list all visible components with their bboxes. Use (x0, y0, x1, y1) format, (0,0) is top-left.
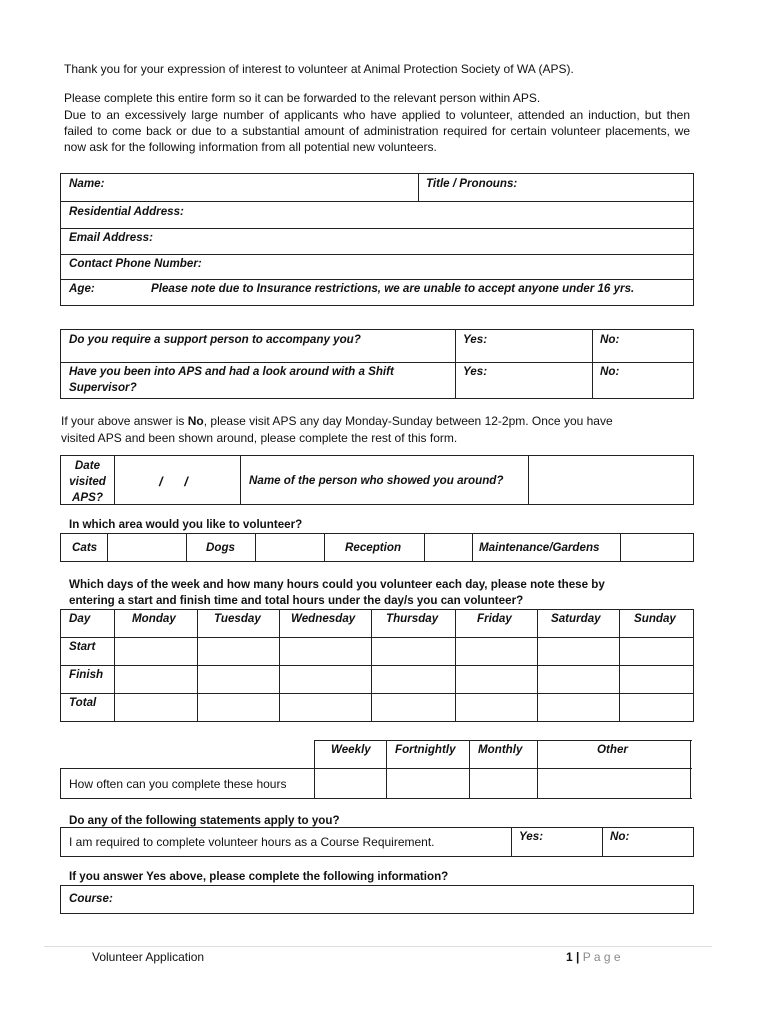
area-dogs-label: Dogs (206, 541, 235, 554)
freq-other-field[interactable] (538, 769, 690, 798)
friday-start-cell[interactable] (456, 638, 537, 665)
footer-page: 1 | P a g e (566, 950, 621, 964)
area-maintenance-label: Maintenance/Gardens (479, 541, 600, 554)
support-person-question: Do you require a support person to accompany you? (69, 333, 361, 346)
intro-line-3: Due to an excessively large number of applicants who have applied to volunteer, attended an induction, but then failed to come back or due to a substantial amount of administration required for certain volunteer placements, we now ask for the following information from all potential new volunteers. (64, 107, 690, 155)
shown-around-label: Name of the person who showed you around? (249, 474, 504, 487)
tuesday-total-cell[interactable] (198, 694, 279, 722)
days-col-sunday: Sunday (634, 612, 676, 625)
intro-text (64, 61, 690, 155)
tuesday-finish-cell[interactable] (198, 666, 279, 693)
sunday-finish-cell[interactable] (620, 666, 694, 693)
monday-start-cell[interactable] (115, 638, 197, 665)
statements-heading: Do any of the following statements apply to you? (69, 814, 340, 827)
page-word: P a g e (582, 950, 621, 964)
thursday-start-cell[interactable] (372, 638, 455, 665)
visited-aps-question-line1: Have you been into APS and had a look around with a Shift (69, 365, 394, 378)
visited-aps-no[interactable]: No: (600, 365, 620, 378)
wednesday-finish-cell[interactable] (280, 666, 371, 693)
course-heading: If you answer Yes above, please complete the following information? (69, 870, 449, 883)
freq-col-fortnightly: Fortnightly (395, 743, 456, 756)
course-table (60, 885, 694, 914)
days-row-start: Start (69, 640, 96, 653)
sunday-start-cell[interactable] (620, 638, 694, 665)
visited-aps-yes[interactable]: Yes: (463, 365, 488, 378)
intro-line-2: Please complete this entire form so it can be forwarded to the relevant person within APS. (64, 91, 541, 106)
days-row-finish: Finish (69, 668, 104, 681)
footer-title: Volunteer Application (92, 950, 205, 964)
freq-col-other: Other (597, 743, 628, 756)
course-requirement-no[interactable]: No: (610, 830, 630, 843)
monday-finish-cell[interactable] (115, 666, 197, 693)
visit-note-line2: visited APS and been shown around, please complete the rest of this form. (61, 431, 458, 445)
title-pronouns-field[interactable]: Title / Pronouns: (426, 177, 518, 190)
saturday-total-cell[interactable] (538, 694, 619, 722)
area-reception-label: Reception (345, 541, 402, 554)
date-visited-field[interactable]: / / (159, 474, 188, 489)
date-visited-label: Date visited APS? (69, 459, 106, 504)
age-note: Please note due to Insurance restrictions, we are unable to accept anyone under 16 yrs. (151, 282, 635, 295)
area-dogs-checkbox[interactable] (256, 534, 324, 561)
thursday-total-cell[interactable] (372, 694, 455, 722)
wednesday-start-cell[interactable] (280, 638, 371, 665)
days-col-saturday: Saturday (551, 612, 601, 625)
intro-line-1: Thank you for your expression of interest to volunteer at Animal Protection Society of WA (APS). (64, 62, 574, 76)
freq-weekly-field[interactable] (315, 769, 386, 798)
shown-around-field[interactable] (529, 456, 693, 504)
friday-total-cell[interactable] (456, 694, 537, 722)
days-col-friday: Friday (477, 612, 512, 625)
freq-question: How often can you complete these hours (69, 777, 287, 791)
monday-total-cell[interactable] (115, 694, 197, 722)
age-field[interactable]: Age: (69, 282, 95, 295)
residential-address-field[interactable]: Residential Address: (69, 205, 184, 218)
page-number: 1 (566, 950, 573, 964)
contact-phone-field[interactable]: Contact Phone Number: (69, 257, 202, 270)
saturday-finish-cell[interactable] (538, 666, 619, 693)
wednesday-total-cell[interactable] (280, 694, 371, 722)
freq-col-weekly: Weekly (331, 743, 371, 756)
course-requirement-statement: I am required to complete volunteer hours as a Course Requirement. (69, 835, 435, 849)
course-requirement-yes[interactable]: Yes: (519, 830, 544, 843)
days-heading-line1: Which days of the week and how many hours could you volunteer each day, please note these by (69, 578, 605, 591)
days-col-thursday: Thursday (386, 612, 439, 625)
days-col-wednesday: Wednesday (291, 612, 356, 625)
course-field[interactable]: Course: (69, 892, 113, 905)
freq-col-monthly: Monthly (478, 743, 523, 756)
sunday-total-cell[interactable] (620, 694, 694, 722)
days-col-day: Day (69, 612, 91, 625)
area-maintenance-checkbox[interactable] (621, 534, 693, 561)
area-heading: In which area would you like to volunteer? (69, 518, 303, 531)
support-person-yes[interactable]: Yes: (463, 333, 488, 346)
friday-finish-cell[interactable] (456, 666, 537, 693)
days-heading-line2: entering a start and finish time and total hours under the day/s you can volunteer? (69, 594, 524, 607)
freq-monthly-field[interactable] (470, 769, 537, 798)
support-person-no[interactable]: No: (600, 333, 620, 346)
freq-fortnightly-field[interactable] (387, 769, 469, 798)
thursday-finish-cell[interactable] (372, 666, 455, 693)
area-cats-checkbox[interactable] (108, 534, 186, 561)
visited-aps-question-line2: Supervisor? (69, 381, 137, 394)
days-col-monday: Monday (132, 612, 176, 625)
tuesday-start-cell[interactable] (198, 638, 279, 665)
email-address-field[interactable]: Email Address: (69, 231, 153, 244)
days-row-total: Total (69, 696, 97, 709)
visit-note-line1: If your above answer is No, please visit APS any day Monday-Sunday between 12-2pm. Once you have (61, 414, 613, 428)
area-cats-label: Cats (72, 541, 98, 554)
footer-divider (44, 946, 712, 947)
days-col-tuesday: Tuesday (214, 612, 261, 625)
area-reception-checkbox[interactable] (425, 534, 472, 561)
name-field[interactable]: Name: (69, 177, 105, 190)
saturday-start-cell[interactable] (538, 638, 619, 665)
